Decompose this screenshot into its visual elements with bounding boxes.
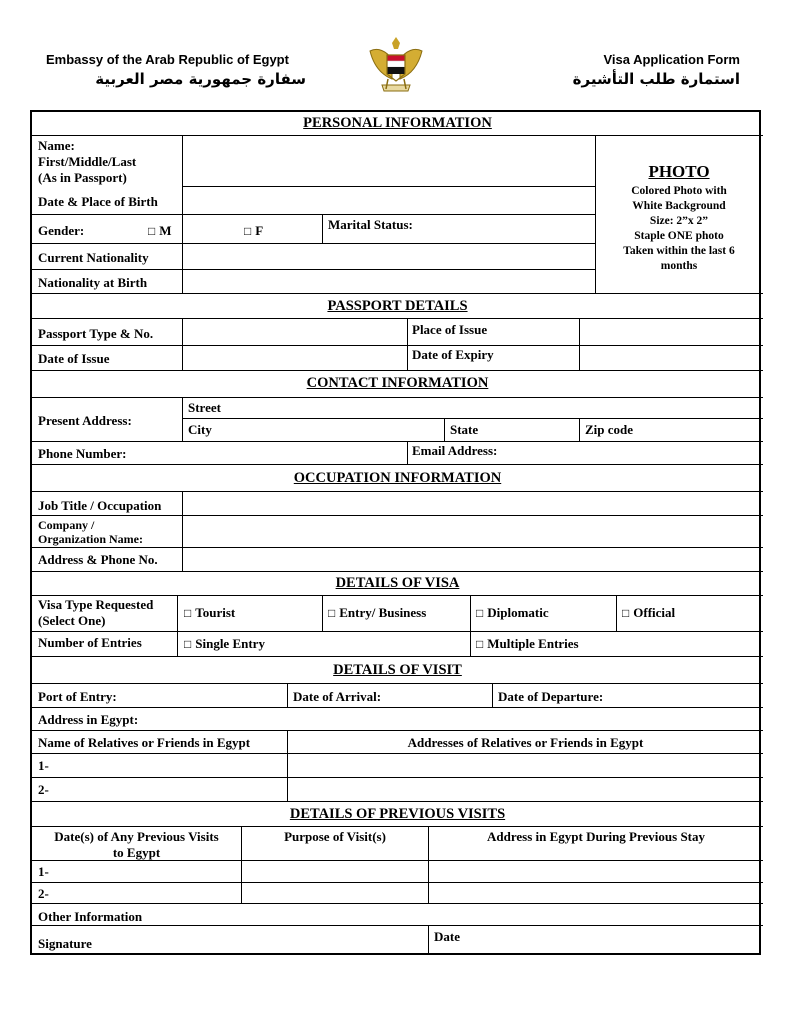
dob-place-label: Date & Place of Birth <box>38 194 158 209</box>
relatives-name-header: Name of Relatives or Friends in Egypt <box>38 735 251 750</box>
company-field[interactable] <box>183 516 763 547</box>
section-visa-title: DETAILS OF VISA <box>335 575 460 591</box>
previous-purpose-1-field[interactable] <box>242 861 428 882</box>
section-occupation-title: OCCUPATION INFORMATION <box>293 470 502 486</box>
other-information-field[interactable] <box>32 904 763 925</box>
photo-box <box>597 162 761 274</box>
city-field[interactable] <box>183 419 444 441</box>
form-title-en: Visa Application Form <box>603 52 740 67</box>
gender-f-checkbox[interactable]: □ F <box>244 223 263 239</box>
previous-dates-header-line2: to Egypt <box>112 845 161 860</box>
relative-name-2-field[interactable] <box>32 778 287 801</box>
photo-instruction-5: Taken within the last 6 <box>623 245 735 257</box>
date-of-arrival-field[interactable] <box>288 684 492 707</box>
zip-code-label: Zip code <box>585 422 634 437</box>
photo-instruction-3: Size: 2”x 2” <box>649 215 709 227</box>
date-of-arrival-label: Date of Arrival: <box>293 689 382 704</box>
signature-field[interactable] <box>32 926 428 955</box>
job-title-label: Job Title / Occupation <box>38 498 162 513</box>
section-passport-title: PASSPORT DETAILS <box>327 298 468 314</box>
dob-place-field[interactable] <box>183 187 594 214</box>
eagle-of-saladin-icon <box>364 33 428 101</box>
photo-instruction-2: White Background <box>632 200 726 212</box>
photo-instruction-4: Staple ONE photo <box>634 230 724 242</box>
port-of-entry-field[interactable] <box>32 684 287 707</box>
birth-nationality-field[interactable] <box>183 270 594 293</box>
relatives-address-header: Addresses of Relatives or Friends in Egypt <box>407 735 644 750</box>
section-personal-title: PERSONAL INFORMATION <box>303 115 492 131</box>
section-contact-title: CONTACT INFORMATION <box>306 375 489 391</box>
photo-title: PHOTO <box>648 162 710 181</box>
name-label-line3: (As in Passport) <box>38 170 127 185</box>
previous-row-2-label: 2- <box>38 886 49 901</box>
state-field[interactable] <box>445 419 579 441</box>
previous-purpose-header: Purpose of Visit(s) <box>284 829 386 844</box>
embassy-name-en: Embassy of the Arab Republic of Egypt <box>46 52 289 67</box>
visa-diplomatic-checkbox[interactable]: □ Diplomatic <box>476 605 549 621</box>
relative-address-1-field[interactable] <box>288 754 763 777</box>
zip-code-field[interactable] <box>580 419 763 441</box>
visa-form <box>30 110 761 955</box>
visa-entry-business-checkbox[interactable]: □ Entry/ Business <box>328 605 426 621</box>
state-label: State <box>450 422 479 437</box>
embassy-header <box>46 52 306 88</box>
current-nationality-field[interactable] <box>183 244 594 269</box>
name-field[interactable] <box>183 136 594 186</box>
email-address-label: Email Address: <box>412 443 498 458</box>
other-information-label: Other Information <box>38 909 143 924</box>
previous-address-1-field[interactable] <box>429 861 763 882</box>
gender-m-checkbox[interactable]: □ M <box>148 223 172 239</box>
relative-name-1-field[interactable] <box>32 754 287 777</box>
previous-date-2-field[interactable] <box>32 883 241 903</box>
previous-row-1-label: 1- <box>38 864 49 879</box>
form-header <box>560 52 740 88</box>
previous-purpose-2-field[interactable] <box>242 883 428 903</box>
date-field[interactable] <box>429 926 763 955</box>
port-of-entry-label: Port of Entry: <box>38 689 117 704</box>
relative-address-2-field[interactable] <box>288 778 763 801</box>
date-of-issue-label: Date of Issue <box>38 351 110 366</box>
relatives-row-1-label: 1- <box>38 758 49 773</box>
section-previous-title: DETAILS OF PREVIOUS VISITS <box>289 806 506 822</box>
address-phone-field[interactable] <box>183 548 763 571</box>
single-entry-checkbox[interactable]: □ Single Entry <box>184 636 265 652</box>
marital-status-label: Marital Status: <box>328 217 413 232</box>
visa-type-label-line1: Visa Type Requested <box>38 597 154 612</box>
phone-number-field[interactable] <box>32 442 407 464</box>
company-label-line1: Company / <box>38 518 95 532</box>
multiple-entries-checkbox[interactable]: □ Multiple Entries <box>476 636 579 652</box>
date-of-expiry-field[interactable] <box>580 346 763 370</box>
form-title-ar: استمارة طلب التأشيرة <box>572 70 740 88</box>
previous-dates-header-line1: Date(s) of Any Previous Visits <box>54 829 219 844</box>
date-of-expiry-label: Date of Expiry <box>412 347 494 362</box>
passport-type-label: Passport Type & No. <box>38 326 154 341</box>
place-of-issue-label: Place of Issue <box>412 322 488 337</box>
previous-address-header: Address in Egypt During Previous Stay <box>486 829 706 844</box>
visa-tourist-checkbox[interactable]: □ Tourist <box>184 605 235 621</box>
embassy-name-ar: سفارة جمهورية مصر العربية <box>95 70 306 88</box>
address-phone-label: Address & Phone No. <box>38 552 158 567</box>
date-of-departure-label: Date of Departure: <box>498 689 604 704</box>
section-visit-title: DETAILS OF VISIT <box>333 662 462 678</box>
passport-type-field[interactable] <box>183 319 407 345</box>
photo-instruction-6: months <box>660 260 698 272</box>
previous-date-1-field[interactable] <box>32 861 241 882</box>
name-label-line1: Name: <box>38 138 75 153</box>
previous-address-2-field[interactable] <box>429 883 763 903</box>
photo-instruction-1: Colored Photo with <box>631 185 727 197</box>
street-label: Street <box>188 400 221 415</box>
place-of-issue-field[interactable] <box>580 319 763 345</box>
address-in-egypt-label: Address in Egypt: <box>38 712 139 727</box>
phone-number-label: Phone Number: <box>38 446 127 461</box>
date-of-issue-field[interactable] <box>183 346 407 370</box>
company-label-line2: Organization Name: <box>38 532 143 546</box>
city-label: City <box>188 422 212 437</box>
visa-type-label-line2: (Select One) <box>38 613 106 628</box>
gender-label: Gender: <box>38 223 85 238</box>
name-label-line2: First/Middle/Last <box>38 154 137 169</box>
current-nationality-label: Current Nationality <box>38 250 149 265</box>
present-address-label: Present Address: <box>38 413 132 428</box>
date-of-departure-field[interactable] <box>493 684 763 707</box>
relatives-row-2-label: 2- <box>38 782 49 797</box>
job-title-field[interactable] <box>183 492 763 515</box>
signature-label: Signature <box>38 936 92 951</box>
birth-nationality-label: Nationality at Birth <box>38 275 148 290</box>
date-label: Date <box>434 929 460 944</box>
email-address-field[interactable] <box>408 442 763 464</box>
visa-official-checkbox[interactable]: □ Official <box>622 605 675 621</box>
marital-status-field[interactable] <box>323 215 594 243</box>
number-of-entries-label: Number of Entries <box>38 635 142 650</box>
street-field[interactable] <box>183 398 763 418</box>
address-in-egypt-field[interactable] <box>32 708 763 730</box>
